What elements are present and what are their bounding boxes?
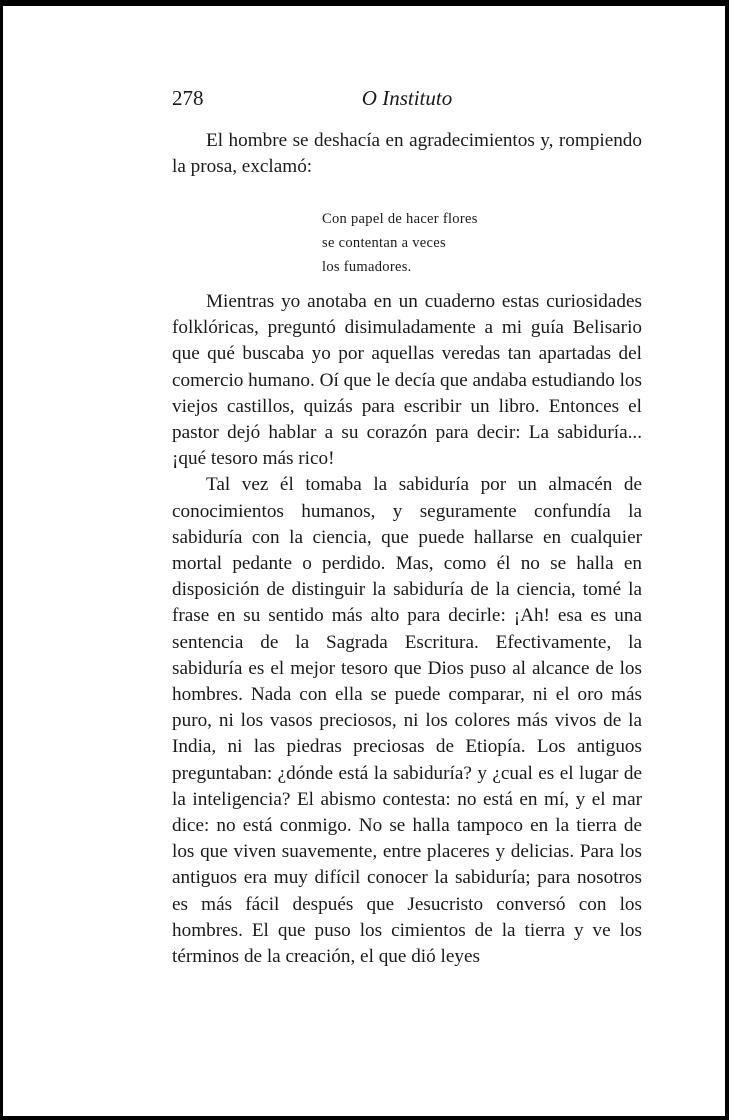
verse-quote [322, 207, 582, 279]
verse-line: se contentan a veces [322, 235, 446, 251]
page-number: 278 [172, 86, 204, 110]
paragraph: El hombre se deshacía en agradecimientos y, rompiendo la prosa, exclamó: [172, 130, 642, 178]
running-title: O Instituto [361, 86, 453, 110]
intro-text [172, 128, 642, 180]
paragraph: Mientras yo anotaba en un cuaderno estas curiosidades folklóricas, preguntó disimuladamente a mi guía Belisario que qué buscaba yo por aquellas veredas tan apartadas del comercio humano. Oí que le decía que andaba estudiando los viejos castillos, quizás para escribir un libro. Entonces el pastor dejó hablar a su corazón para decir: La sabiduría... ¡qué tesoro más rico! [172, 291, 642, 470]
paragraph: Tal vez él tomaba la sabiduría por un almacén de conocimientos humanos, y seguramente confundía la sabiduría con la ciencia, que puede hallarse en cualquier mortal pedante o perdido. Mas, como él no se halla en disposición de distinguir la sabiduría de la ciencia, tomé la frase en su sentido más alto para decirle: ¡Ah! esa es una sentencia de la Sagrada Escritura. Efectivamente, la sabiduría es el mejor tesoro que Dios puso al alcance de los hombres. Nada con ella se puede comparar, ni el oro más puro, ni los vasos preciosos, ni los colores más vivos de la India, ni las piedras preciosas de Etiopía. Los antiguos preguntaban: ¿dónde está la sabiduría? y ¿cual es el lugar de la inteligencia? El abismo contesta: no está en mí, y el mar dice: no está conmigo. No se halla tampoco en la tierra de los que viven suavemente, entre placeres y delicias. Para los antiguos era muy difícil conocer la sabiduría; para nosotros es más fácil después que Jesucristo conversó con los hombres. El que puso los cimientos de la tierra y ve los términos de la creación, el que dió leyes [172, 474, 642, 968]
main-text [172, 289, 642, 970]
page-header [172, 86, 642, 116]
verse-line: los fumadores. [322, 259, 412, 275]
verse-line: Con papel de hacer flores [322, 211, 478, 227]
